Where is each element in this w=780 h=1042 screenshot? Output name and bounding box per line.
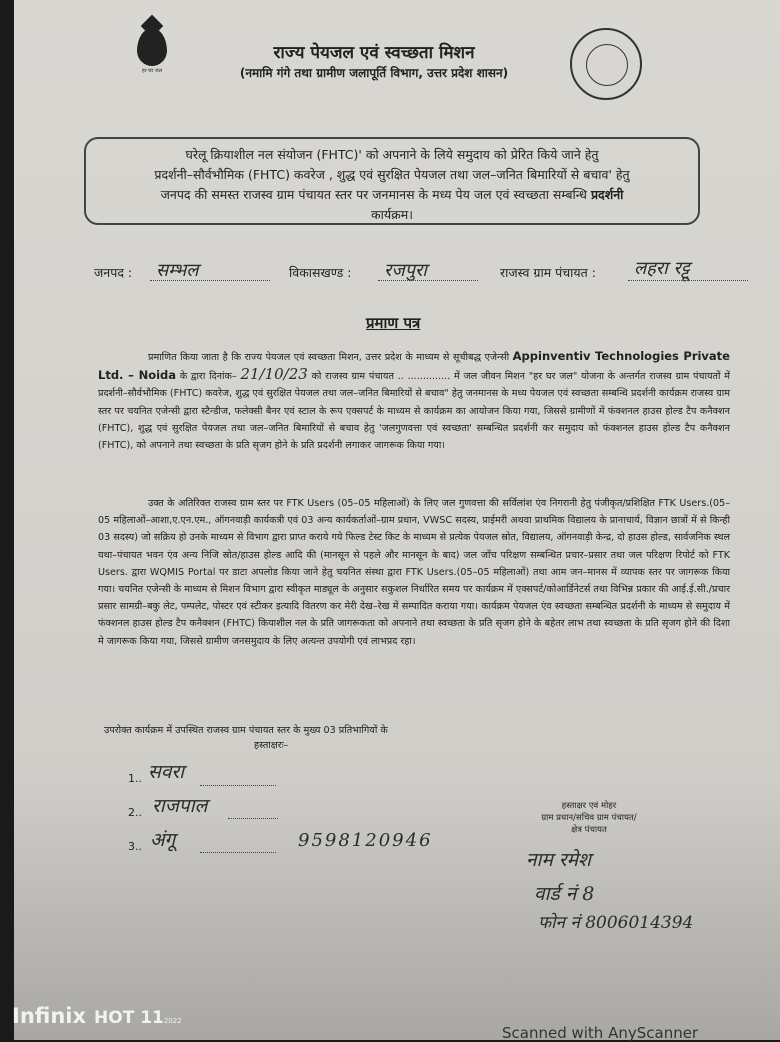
para1-text-a: प्रमाणित किया जाता है कि राज्य पेयजल एवं स्वच्छता मिशन, उत्तर प्रदेश के माध्यम से सूचीबद्ध एजेन्सी <box>148 352 510 363</box>
pradhan-line-1: हस्ताक्षर एवं मोहर <box>561 801 617 811</box>
block-label: विकासखण्ड : <box>289 265 352 280</box>
emblem-inner-ring <box>586 44 628 86</box>
certificate-title: प्रमाण पत्र <box>366 314 421 332</box>
pradhan-ward: वार्ड नं 8 <box>534 883 595 905</box>
box-line-3a: जनपद की समस्त राजस्व ग्राम पंचायत स्तर पर जनमानस के मध्य पेय जल एवं स्वच्छता सम्बन्धि <box>160 187 591 202</box>
logo-caption: हर घर जल <box>142 68 162 74</box>
participant-1-signature: सवरा <box>148 761 185 783</box>
pradhan-phone: फोन नं 8006014394 <box>538 913 694 933</box>
location-fields <box>94 258 774 288</box>
paragraph-2: उक्त के अतिरिक्त राजस्व ग्राम स्तर पर FTK Users (05–05 महिलाओं) के लिए जल गुणवत्ता की सर्विलांश एंव निगरानी हेतु पंजीकृत/प्रशिक्षित FTK Users.(05–05 महिलाओं–आशा,ए.एन.एम., ऑगनवाड़ी कार्यकत्री एवं 03 अन्य कार्यकर्ताओं–ग्राम प्रधान, VWSC सदस्य, प्राईमरी अथवा प्राथमिक विद्यालय के प्रानाचार्य, विज्ञान छात्रों में से किन्ही 03 सदस्य) जो सक्रिय हो उनके माध्यम से विभाग द्वारा प्राप्त कराये गये फिल्ड टेस्ट किट के माध्यम से प्रत्येक पेयजल स्रोत, विद्यालय, ऑगनवाड़ी केन्द्र, दो हाउस होल्ड, सार्वजनिक स्थल यथा–पंचायत भवन एंव अन्य निजि स्रोत/हाउस होल्ड आदि की (मानसून से पहले और मानसून के बाद) जल जाँच परिक्षण सम्बन्धित प्रचार–प्रसार तथा जल परिक्षण रिपोर्ट को FTK Users. द्वारा WQMIS Portal पर डाटा अपलोड किया जाने हेतु चयनित संस्था द्वारा FTK Users.(05–05 महिलाओं) तथा आम जन–मानस में व्यापक स्तर पर जागरूक किया गया। चयनित एजेन्सी के माध्यम से मिशन विभाग द्वारा स्वीकृत माड्यूल के अनुसार सकुशल निर्धारित समय पर कार्यक्रम में एक्सपर्ट/कोआर्डिनेटर्स तथा विभिन्न प्रकार की आई.ई.सी./प्रचार प्रसार सामग्री–बकु लेट, पम्पलेट, पोस्टर एवं स्टीकर इत्यादि वितरण कर मेरी देख–रेख में सम्पादित कराया गया। कार्यक्रम पेयजल एंव स्वच्छता सम्बन्धित प्रदर्शनी के माध्यम से समुदाय में फंक्शनल हाउस होल्ड टैप कनैक्शन (FHTC) कियाशील नल के प्रति जागरूकता को अपनाने तथा स्वच्छता के प्रति सृजग होने के बहेतर लाभ तथा स्वच्छता के प्रति सृजग होने की दिशा मे जागरूक किया गया, जिससे ग्रामीण जनसमुदाय के लिए अत्यन्त उपयोगी एवं लाभप्रद रहा। <box>98 498 730 647</box>
participant-3-phone: 9598120946 <box>298 830 433 851</box>
company-name: Appinventiv Technologies Private Ltd. – Noida <box>98 349 730 383</box>
program-date: 21/10/23 <box>240 365 308 384</box>
district-value: सम्भल <box>156 260 199 281</box>
para1-text-b: के द्वारा दिनांक– <box>179 371 237 383</box>
pradhan-name: नाम रमेश <box>526 849 591 871</box>
pradhan-signature-block <box>514 800 664 836</box>
participant-3-number: 3.. <box>128 840 142 853</box>
participant-1-number: 1.. <box>128 772 142 785</box>
paragraph-1 <box>98 348 730 454</box>
para1-text-c: को राजस्व ग्राम पंचायत .. <box>311 371 404 383</box>
participant-1-dotline <box>200 785 276 786</box>
document-page <box>14 0 780 1040</box>
program-title-box <box>84 137 700 225</box>
pradhan-line-3: क्षेत्र पंचायत <box>571 825 607 835</box>
up-govt-emblem-icon <box>570 28 642 100</box>
page-subtitle: (नमामि गंगे तथा ग्रामीण जलापूर्ति विभाग, उत्तर प्रदेश शासन) <box>239 66 509 80</box>
page-title: राज्य पेयजल एवं स्वच्छता मिशन <box>273 43 475 63</box>
participant-3-signature: अंगू <box>150 829 176 851</box>
box-line-3 <box>86 185 698 205</box>
har-ghar-jal-logo <box>122 28 182 88</box>
district-dotline <box>150 280 270 281</box>
para1-text-d: .............. में जल जीवन मिशन "हर घर जल" योजना के अन्तर्गत राजस्व ग्राम पंचायतों में प्रदर्शनी–सौर्वभौमिक (FHTC) कवरेज, शुद्ध एवं सुरक्षित पेयजल तथा जल–जनित बिमारियों से बचाव" हेतु जनमानस के मध्य पेयजल एवं स्वच्छता सम्बन्धि प्रदर्शनी कार्यक्रम राजस्व ग्राम स्तर पर चयनित एजेन्सी द्वारा स्टैन्डीज, फलेक्सी बैनर एवं स्टाल के रूप एक्सपर्ट के माध्यम से कार्यक्रम का आयोजन किया गया, जिससे ग्रामीणों में फंक्शनल हाउस होल्ड टैप कनैक्शन (FHTC), शुद्ध एवं सुरक्षित पेयजल तथा जल–जनित बिमारियों से बचाव हेतु 'जलगुणवत्ता एवं स्वच्छता' सम्बन्धित प्रदर्शनी कर समुदाय को फंक्शनल हाउस होल्ड टैप कनैक्शन (FHTC), को अपनाने तथा स्वच्छता के प्रति सृजग होने के प्रति प्रदर्शनी लगाकर जागरूक किया गया। <box>98 371 731 452</box>
block-dotline <box>378 280 478 281</box>
camera-model: HOT 11 <box>94 1008 164 1028</box>
pradhan-line-2: ग्राम प्रधान/सचिव ग्राम पंचायत/ <box>541 813 637 823</box>
participants-section <box>104 723 524 753</box>
camera-year: 2022 <box>163 1017 182 1025</box>
participant-2-dotline <box>228 818 278 819</box>
panchayat-value: लहरा रट्टू <box>634 258 690 279</box>
signatures-label: हस्ताक्षरः– <box>254 740 289 751</box>
scanner-watermark: Scanned with AnyScanner <box>502 1024 699 1042</box>
box-line-3b: प्रदर्शनी <box>590 187 624 202</box>
participant-2-signature: राजपाल <box>152 795 208 817</box>
box-line-1: घरेलू क्रियाशील नल संयोजन (FHTC)' को अपनाने के लिये समुदाय को प्रेरित किये जाने हेतु <box>185 147 599 162</box>
box-line-4: कार्यक्रम। <box>371 207 413 222</box>
participant-2-number: 2.. <box>128 806 142 819</box>
district-label: जनपद : <box>94 265 133 280</box>
box-line-2: प्रदर्शनी–सौर्वभौमिक (FHTC) कवरेज , शुद्ध एवं सुरक्षित पेयजल तथा जल–जनित बिमारियों से बचाव' हेतु <box>154 167 630 182</box>
camera-watermark <box>12 1004 182 1028</box>
participants-intro: उपरोक्त कार्यक्रम में उपस्थित राजस्व ग्राम पंचायत स्तर के मुख्य 03 प्रतिभागियों के <box>104 725 388 736</box>
participant-3-dotline <box>200 852 276 853</box>
block-value: रजपुरा <box>384 260 427 281</box>
panchayat-label: राजस्व ग्राम पंचायत : <box>500 265 596 280</box>
water-drop-icon <box>137 28 167 66</box>
camera-brand: Infinix <box>12 1004 87 1028</box>
panchayat-dotline <box>628 280 748 281</box>
